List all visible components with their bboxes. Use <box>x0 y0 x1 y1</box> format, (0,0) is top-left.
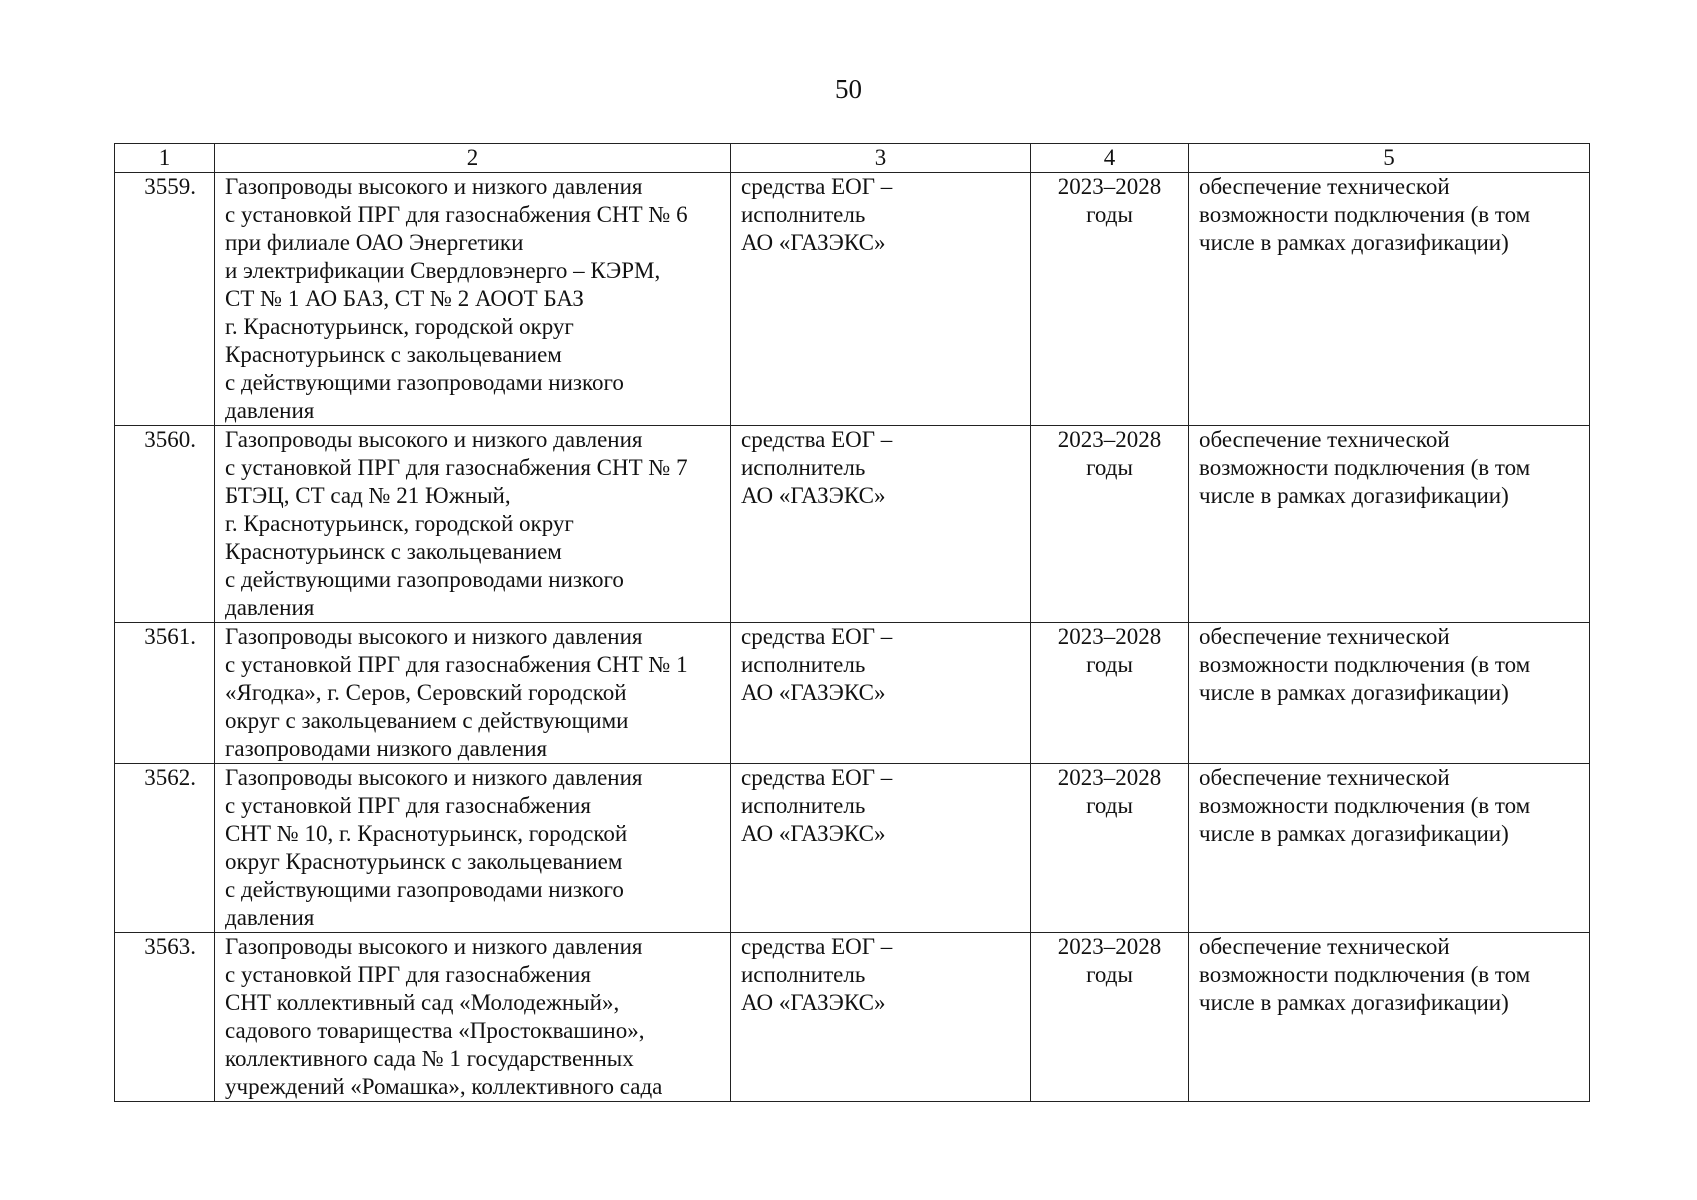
implementation-period: 2023–2028 годы <box>1031 426 1189 623</box>
column-header-2: 2 <box>215 144 731 173</box>
purpose: обеспечение технической возможности подключения (в том числе в рамках догазификации) <box>1189 623 1590 764</box>
object-description: Газопроводы высокого и низкого давления с установкой ПРГ для газоснабжения СНТ № 7 БТЭЦ, СТ сад № 21 Южный, г. Краснотурьинск, городской округ Краснотурьинск с закольцеванием с действующими газопроводами низкого давления <box>215 426 731 623</box>
implementation-period: 2023–2028 годы <box>1031 764 1189 933</box>
implementation-period: 2023–2028 годы <box>1031 173 1189 426</box>
page-number: 50 <box>835 74 862 104</box>
object-description: Газопроводы высокого и низкого давления с установкой ПРГ для газоснабжения СНТ № 6 при филиале ОАО Энергетики и электрификации Свердловэнерго – КЭРМ, СТ № 1 АО БАЗ, СТ № 2 АООТ БАЗ г. Краснотурьинск, городской округ Краснотурьинск с закольцеванием с действующими газопроводами низкого давления <box>215 173 731 426</box>
table-row <box>115 764 1590 933</box>
object-description: Газопроводы высокого и низкого давления с установкой ПРГ для газоснабжения СНТ № 10, г. Краснотурьинск, городской округ Краснотурьинск с закольцеванием с действующими газопроводами низкого давления <box>215 764 731 933</box>
funding-source: средства ЕОГ – исполнитель АО «ГАЗЭКС» <box>731 764 1031 933</box>
implementation-period: 2023–2028 годы <box>1031 623 1189 764</box>
table-header-row <box>115 144 1590 173</box>
column-header-4: 4 <box>1031 144 1189 173</box>
object-description: Газопроводы высокого и низкого давления с установкой ПРГ для газоснабжения СНТ № 1 «Ягодка», г. Серов, Серовский городской округ с закольцеванием с действующими газопроводами низкого давления <box>215 623 731 764</box>
row-number: 3562. <box>115 764 215 933</box>
row-number: 3559. <box>115 173 215 426</box>
table-row <box>115 933 1590 1102</box>
purpose: обеспечение технической возможности подключения (в том числе в рамках догазификации) <box>1189 933 1590 1102</box>
gasification-table <box>114 143 1590 1102</box>
funding-source: средства ЕОГ – исполнитель АО «ГАЗЭКС» <box>731 173 1031 426</box>
table-row <box>115 623 1590 764</box>
purpose: обеспечение технической возможности подключения (в том числе в рамках догазификации) <box>1189 426 1590 623</box>
implementation-period: 2023–2028 годы <box>1031 933 1189 1102</box>
purpose: обеспечение технической возможности подключения (в том числе в рамках догазификации) <box>1189 764 1590 933</box>
row-number: 3563. <box>115 933 215 1102</box>
purpose: обеспечение технической возможности подключения (в том числе в рамках догазификации) <box>1189 173 1590 426</box>
table-row <box>115 426 1590 623</box>
funding-source: средства ЕОГ – исполнитель АО «ГАЗЭКС» <box>731 623 1031 764</box>
object-description: Газопроводы высокого и низкого давления с установкой ПРГ для газоснабжения СНТ коллективный сад «Молодежный», садового товарищества «Простоквашино», коллективного сада № 1 государственных учреждений «Ромашка», коллективного сада <box>215 933 731 1102</box>
table-row <box>115 173 1590 426</box>
row-number: 3560. <box>115 426 215 623</box>
funding-source: средства ЕОГ – исполнитель АО «ГАЗЭКС» <box>731 933 1031 1102</box>
funding-source: средства ЕОГ – исполнитель АО «ГАЗЭКС» <box>731 426 1031 623</box>
column-header-1: 1 <box>115 144 215 173</box>
column-header-3: 3 <box>731 144 1031 173</box>
row-number: 3561. <box>115 623 215 764</box>
column-header-5: 5 <box>1189 144 1590 173</box>
